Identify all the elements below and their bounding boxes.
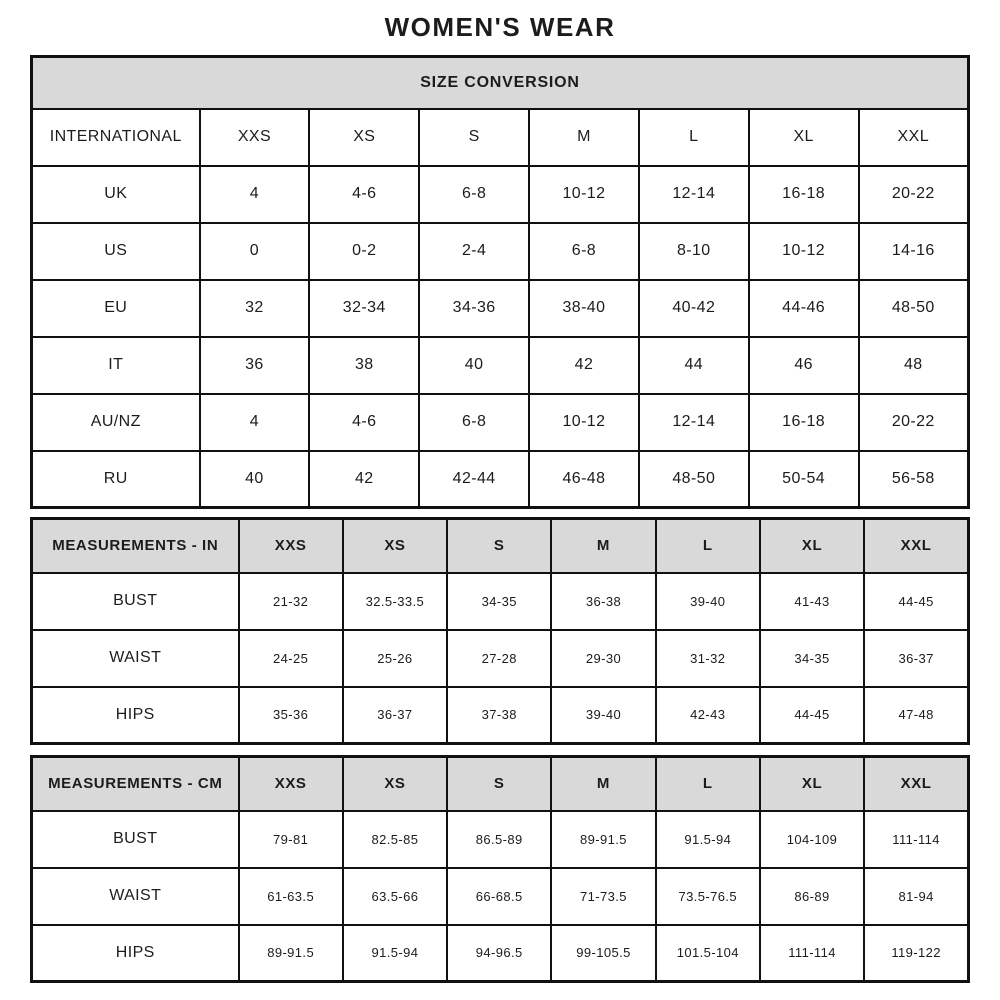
table-cell: 0: [200, 223, 310, 280]
table-cell: 10-12: [749, 223, 859, 280]
size-column-header: XXS: [239, 757, 343, 811]
table-cell: 86-89: [760, 868, 864, 925]
table-cell: 37-38: [447, 687, 551, 744]
table-cell: 48: [859, 337, 969, 394]
table-cell: 94-96.5: [447, 925, 551, 982]
row-label: HIPS: [32, 925, 239, 982]
size-column-header: L: [656, 757, 760, 811]
table-row: [32, 337, 969, 394]
table-cell: 39-40: [656, 573, 760, 630]
column-header-row: [32, 757, 969, 811]
table-cell: 111-114: [864, 811, 968, 868]
table-cell: 63.5-66: [343, 868, 447, 925]
table-row: [32, 868, 969, 925]
table-cell: 31-32: [656, 630, 760, 687]
size-column-header: S: [419, 109, 529, 166]
table-cell: 16-18: [749, 394, 859, 451]
table-title: SIZE CONVERSION: [32, 57, 969, 109]
table-cell: 47-48: [864, 687, 968, 744]
row-label: WAIST: [32, 630, 239, 687]
table-cell: 111-114: [760, 925, 864, 982]
table-cell: 20-22: [859, 166, 969, 223]
table-cell: 81-94: [864, 868, 968, 925]
table-cell: 16-18: [749, 166, 859, 223]
table-cell: 91.5-94: [656, 811, 760, 868]
size-column-header: M: [551, 519, 655, 573]
table-cell: 32.5-33.5: [343, 573, 447, 630]
table-cell: 14-16: [859, 223, 969, 280]
table-cell: 71-73.5: [551, 868, 655, 925]
table-cell: 36: [200, 337, 310, 394]
row-label: EU: [32, 280, 200, 337]
table-cell: 89-91.5: [551, 811, 655, 868]
table-cell: 99-105.5: [551, 925, 655, 982]
table-cell: 42-43: [656, 687, 760, 744]
size-column-header: XS: [343, 757, 447, 811]
size-column-header: XS: [309, 109, 419, 166]
table-cell: 56-58: [859, 451, 969, 508]
corner-header: MEASUREMENTS - CM: [32, 757, 239, 811]
size-column-header: XXS: [200, 109, 310, 166]
table-cell: 73.5-76.5: [656, 868, 760, 925]
table-cell: 40: [200, 451, 310, 508]
size-column-header: XXL: [864, 519, 968, 573]
table-cell: 32: [200, 280, 310, 337]
table-cell: 40: [419, 337, 529, 394]
table-cell: 10-12: [529, 166, 639, 223]
table-title-row: [32, 57, 969, 109]
size-column-header: L: [656, 519, 760, 573]
table-cell: 8-10: [639, 223, 749, 280]
table-cell: 41-43: [760, 573, 864, 630]
corner-header: MEASUREMENTS - IN: [32, 519, 239, 573]
table-cell: 21-32: [239, 573, 343, 630]
table-cell: 6-8: [419, 166, 529, 223]
table-cell: 38-40: [529, 280, 639, 337]
row-label: UK: [32, 166, 200, 223]
table-cell: 35-36: [239, 687, 343, 744]
row-label: RU: [32, 451, 200, 508]
table-cell: 6-8: [419, 394, 529, 451]
size-conversion-table: [30, 55, 970, 509]
row-label: AU/NZ: [32, 394, 200, 451]
table-cell: 46: [749, 337, 859, 394]
column-header-row: [32, 109, 969, 166]
table-cell: 42: [309, 451, 419, 508]
table-cell: 61-63.5: [239, 868, 343, 925]
size-column-header: XS: [343, 519, 447, 573]
table-cell: 12-14: [639, 166, 749, 223]
table-cell: 42: [529, 337, 639, 394]
row-label: BUST: [32, 811, 239, 868]
table-cell: 25-26: [343, 630, 447, 687]
table-cell: 40-42: [639, 280, 749, 337]
table-row: [32, 811, 969, 868]
table-row: [32, 687, 969, 744]
table-cell: 4-6: [309, 394, 419, 451]
table-cell: 44-46: [749, 280, 859, 337]
size-column-header: M: [529, 109, 639, 166]
table-cell: 46-48: [529, 451, 639, 508]
table-cell: 39-40: [551, 687, 655, 744]
table-cell: 44: [639, 337, 749, 394]
table-cell: 12-14: [639, 394, 749, 451]
table-cell: 89-91.5: [239, 925, 343, 982]
table-cell: 27-28: [447, 630, 551, 687]
size-column-header: L: [639, 109, 749, 166]
table-cell: 86.5-89: [447, 811, 551, 868]
table-cell: 34-36: [419, 280, 529, 337]
table-cell: 42-44: [419, 451, 529, 508]
table-cell: 4: [200, 166, 310, 223]
table-row: [32, 573, 969, 630]
table-cell: 36-37: [864, 630, 968, 687]
size-column-header: XL: [749, 109, 859, 166]
size-column-header: M: [551, 757, 655, 811]
table-cell: 0-2: [309, 223, 419, 280]
table-row: [32, 630, 969, 687]
corner-header: INTERNATIONAL: [32, 109, 200, 166]
size-column-header: S: [447, 757, 551, 811]
row-label: IT: [32, 337, 200, 394]
table-cell: 82.5-85: [343, 811, 447, 868]
table-cell: 48-50: [859, 280, 969, 337]
size-column-header: XL: [760, 519, 864, 573]
column-header-row: [32, 519, 969, 573]
row-label: BUST: [32, 573, 239, 630]
table-cell: 44-45: [864, 573, 968, 630]
table-cell: 32-34: [309, 280, 419, 337]
measurements-in-table: [30, 517, 970, 745]
table-cell: 48-50: [639, 451, 749, 508]
table-cell: 6-8: [529, 223, 639, 280]
table-cell: 101.5-104: [656, 925, 760, 982]
row-label: WAIST: [32, 868, 239, 925]
table-cell: 2-4: [419, 223, 529, 280]
table-row: [32, 451, 969, 508]
table-row: [32, 166, 969, 223]
table-cell: 4: [200, 394, 310, 451]
size-column-header: XL: [760, 757, 864, 811]
page-title: WOMEN'S WEAR: [384, 12, 616, 42]
size-column-header: XXL: [864, 757, 968, 811]
table-cell: 4-6: [309, 166, 419, 223]
table-row: [32, 280, 969, 337]
table-cell: 34-35: [447, 573, 551, 630]
table-cell: 29-30: [551, 630, 655, 687]
table-cell: 91.5-94: [343, 925, 447, 982]
table-cell: 34-35: [760, 630, 864, 687]
table-cell: 119-122: [864, 925, 968, 982]
row-label: US: [32, 223, 200, 280]
table-cell: 36-37: [343, 687, 447, 744]
size-column-header: S: [447, 519, 551, 573]
table-row: [32, 925, 969, 982]
table-cell: 38: [309, 337, 419, 394]
table-cell: 44-45: [760, 687, 864, 744]
table-row: [32, 394, 969, 451]
table-cell: 36-38: [551, 573, 655, 630]
table-cell: 50-54: [749, 451, 859, 508]
table-cell: 66-68.5: [447, 868, 551, 925]
row-label: HIPS: [32, 687, 239, 744]
measurements-cm-table: [30, 755, 970, 983]
table-cell: 20-22: [859, 394, 969, 451]
table-cell: 24-25: [239, 630, 343, 687]
table-cell: 79-81: [239, 811, 343, 868]
table-cell: 104-109: [760, 811, 864, 868]
size-column-header: XXS: [239, 519, 343, 573]
table-cell: 10-12: [529, 394, 639, 451]
size-column-header: XXL: [859, 109, 969, 166]
table-row: [32, 223, 969, 280]
